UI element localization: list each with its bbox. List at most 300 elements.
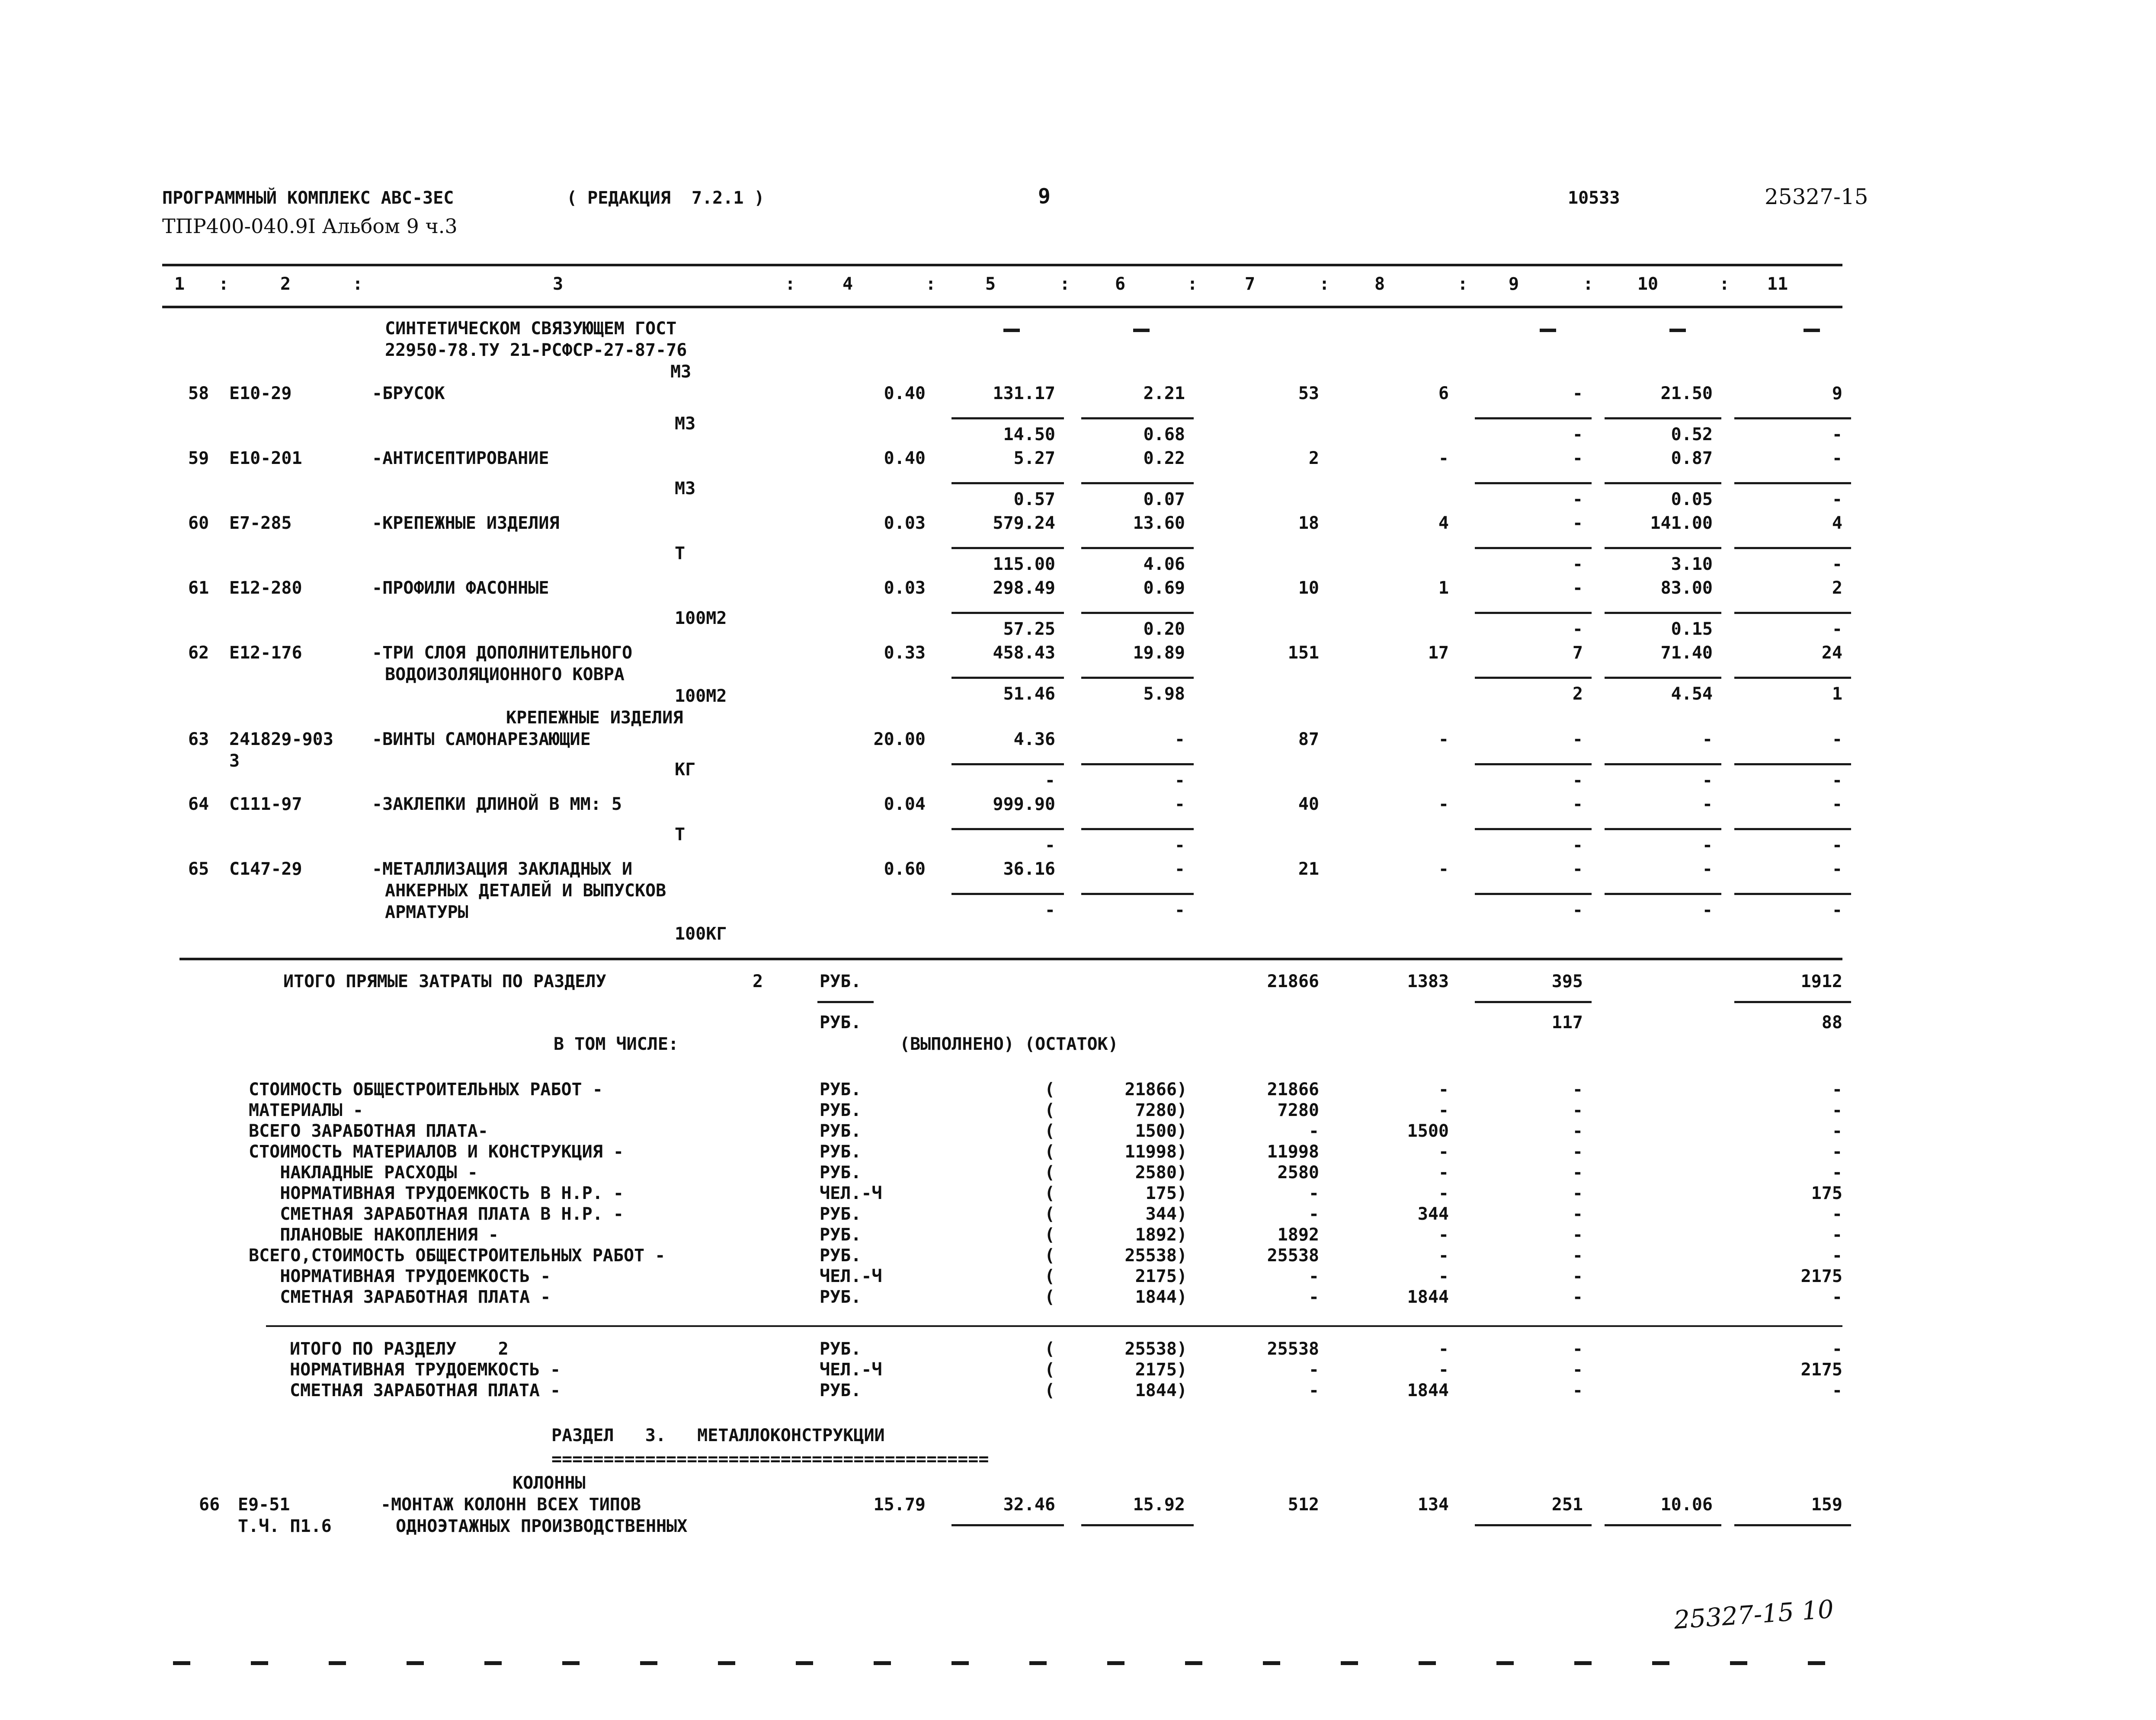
separator-col11 (1734, 828, 1851, 830)
summary-col11: - (1832, 1163, 1842, 1183)
row-col10: - (1702, 794, 1713, 814)
summary-col8: - (1438, 1225, 1449, 1245)
row-col9: - (1572, 794, 1583, 814)
summary-col9: - (1572, 1246, 1583, 1266)
row-quantity: 0.03 (884, 578, 926, 598)
summary-col9: - (1572, 1163, 1583, 1183)
summary-value-in-paren: 1892) (1135, 1225, 1187, 1245)
row-quantity: 0.40 (884, 384, 926, 403)
section-3-title: РАЗДЕЛ 3. МЕТАЛЛОКОНСТРУКЦИИ (551, 1426, 885, 1445)
perforation-dash (951, 1661, 969, 1665)
row-col11: - (1832, 859, 1842, 879)
section-3-underline: ========================================== (551, 1449, 989, 1469)
direct-costs-col11-secondary: 88 (1821, 1013, 1842, 1033)
row-col11: - (1832, 794, 1842, 814)
summary-value-in-paren: 175) (1145, 1183, 1187, 1203)
summary-value-in-paren: 25538) (1124, 1246, 1187, 1266)
row-col11: 9 (1832, 384, 1842, 403)
column-divider: : (1458, 274, 1468, 294)
row-col6: 2.21 (1143, 384, 1185, 403)
separator-col11 (1734, 893, 1851, 895)
section-total-value-in-paren: 1844) (1135, 1381, 1187, 1400)
separator-col5 (951, 1524, 1064, 1526)
row-col9: - (1572, 384, 1583, 403)
summary-unit: РУБ. (820, 1287, 862, 1307)
perforation-dash (1496, 1661, 1514, 1665)
column-header-5: 5 (985, 274, 996, 294)
perforation-dash (1263, 1661, 1280, 1665)
summary-col7: - (1308, 1266, 1319, 1286)
separator-col6 (1081, 828, 1194, 830)
row-code: Е10-29 (229, 384, 292, 403)
row-col6-secondary: 0.68 (1143, 425, 1185, 444)
summary-open-paren: ( (1044, 1246, 1055, 1266)
row-col7: 10 (1298, 578, 1319, 598)
summary-value-in-paren: 1500) (1135, 1121, 1187, 1141)
separator-col9 (1475, 1524, 1592, 1526)
separator-col5 (951, 677, 1064, 679)
column-divider: : (926, 274, 936, 294)
row-col5-secondary: 57.25 (1003, 619, 1055, 639)
separator-col5 (951, 893, 1064, 895)
row-col10: - (1702, 859, 1713, 879)
row-col7: 53 (1298, 384, 1319, 403)
section-total-unit: РУБ. (820, 1339, 862, 1359)
summary-col7: 7280 (1277, 1100, 1319, 1120)
separator-col11 (1734, 612, 1851, 614)
row-name: -БРУСОК (372, 384, 445, 403)
row-col7: 40 (1298, 794, 1319, 814)
row-number: 66 (199, 1495, 220, 1515)
direct-costs-label: ИТОГО ПРЯМЫЕ ЗАТРАТЫ ПО РАЗДЕЛУ (283, 972, 606, 991)
row-col8: 4 (1438, 513, 1449, 533)
summary-label: СМЕТНАЯ ЗАРАБОТНАЯ ПЛАТА В Н.Р. - (249, 1204, 624, 1224)
separator-rub (817, 1001, 874, 1003)
row-col10-secondary: 3.10 (1671, 554, 1713, 574)
summary-label: ВСЕГО,СТОИМОСТЬ ОБЩЕСТРОИТЕЛЬНЫХ РАБОТ - (249, 1246, 666, 1266)
column-divider: : (1319, 274, 1330, 294)
row-col11: - (1832, 448, 1842, 468)
row-col5: 4.36 (1013, 729, 1055, 749)
section-total-col7: - (1308, 1360, 1319, 1380)
perforation-dash (1419, 1661, 1436, 1665)
row-name: -АНТИСЕПТИРОВАНИЕ (372, 448, 549, 468)
row-col7: 2 (1308, 448, 1319, 468)
summary-col11: - (1832, 1142, 1842, 1162)
header-top-rule (162, 264, 1842, 266)
album-title: ТПР400-040.9I Альбом 9 ч.3 (162, 214, 458, 238)
row-col10-secondary: 0.52 (1671, 425, 1713, 444)
page-number: 9 (1038, 184, 1051, 208)
summary-unit: РУБ. (820, 1142, 862, 1162)
summary-label: ВСЕГО ЗАРАБОТНАЯ ПЛАТА- (249, 1121, 488, 1141)
separator-col5 (951, 828, 1064, 830)
summary-col7: 2580 (1277, 1163, 1319, 1183)
summary-open-paren: ( (1044, 1121, 1055, 1141)
continuation-line-2: 22950-78.ТУ 21-РСФСР-27-87-76 (385, 340, 687, 360)
row-col11-secondary: - (1832, 425, 1842, 444)
row-col5-secondary: - (1044, 900, 1055, 920)
row-quantity: 0.33 (884, 643, 926, 663)
row-col6: - (1174, 729, 1185, 749)
document-code: 10533 (1568, 188, 1620, 208)
row-col7: 21 (1298, 859, 1319, 879)
separator-col5 (951, 547, 1064, 549)
perforation-dash (562, 1661, 580, 1665)
summary-col9: - (1572, 1287, 1583, 1307)
row-name-continued: ОДНОЭТАЖНЫХ ПРОИЗВОДСТВЕННЫХ (396, 1516, 688, 1536)
row-col9-secondary: - (1572, 835, 1583, 855)
section-total-col7: - (1308, 1381, 1319, 1400)
perforation-dash (1652, 1661, 1669, 1665)
summary-col7: - (1308, 1204, 1319, 1224)
row-col10-secondary: 0.15 (1671, 619, 1713, 639)
row-unit: Т (675, 825, 686, 844)
row-col5-secondary: 0.57 (1013, 489, 1055, 509)
row-col9: - (1572, 729, 1583, 749)
separator-col10 (1605, 893, 1721, 895)
perforation-dash (1808, 1661, 1825, 1665)
summary-value-in-paren: 7280) (1135, 1100, 1187, 1120)
row-number: 61 (188, 578, 209, 598)
summary-col11: - (1832, 1080, 1842, 1100)
row-col9: - (1572, 578, 1583, 598)
separator-col11 (1734, 677, 1851, 679)
row-col10-secondary: 4.54 (1671, 684, 1713, 704)
separator-col6 (1081, 612, 1194, 614)
summary-col7: 11998 (1267, 1142, 1319, 1162)
perforation-dash (1029, 1661, 1047, 1665)
separator-col10 (1605, 482, 1721, 484)
section-total-col8: - (1438, 1339, 1449, 1359)
row-col9: 251 (1551, 1495, 1583, 1515)
separator-col11 (1734, 1524, 1851, 1526)
row-col11-secondary: - (1832, 554, 1842, 574)
row-col5: 999.90 (993, 794, 1055, 814)
dash-mark (1540, 329, 1556, 332)
row-col6: - (1174, 794, 1185, 814)
row-col7: 151 (1288, 643, 1319, 663)
separator-col6 (1081, 893, 1194, 895)
row-name: -МОНТАЖ КОЛОНН ВСЕХ ТИПОВ (381, 1495, 641, 1515)
summary-open-paren: ( (1044, 1225, 1055, 1245)
separator-col11 (1734, 763, 1851, 765)
column-header-6: 6 (1115, 274, 1126, 294)
separator-col10 (1605, 417, 1721, 419)
summary-open-paren: ( (1044, 1204, 1055, 1224)
perforation-dash (1107, 1661, 1124, 1665)
perforation-dash (173, 1661, 190, 1665)
row-col9: - (1572, 448, 1583, 468)
column-divider: : (352, 274, 363, 294)
column-divider: : (1583, 274, 1594, 294)
summary-value-in-paren: 2175) (1135, 1266, 1187, 1286)
row-number: 62 (188, 643, 209, 663)
row-name-continued-2: АРМАТУРЫ (385, 902, 468, 922)
row-number: 65 (188, 859, 209, 879)
summary-col8: 1500 (1407, 1121, 1449, 1141)
row-col9-secondary: 2 (1572, 684, 1583, 704)
separator-col10 (1605, 547, 1721, 549)
row-name: -ПРОФИЛИ ФАСОННЫЕ (372, 578, 549, 598)
summary-col8: - (1438, 1163, 1449, 1183)
row-col6-secondary: - (1174, 770, 1185, 790)
summary-value-in-paren: 11998) (1124, 1142, 1187, 1162)
separator-col10 (1605, 763, 1721, 765)
perforation-dash (796, 1661, 813, 1665)
row-col8: 17 (1428, 643, 1449, 663)
separator-col6 (1081, 1524, 1194, 1526)
summary-col8: 344 (1417, 1204, 1449, 1224)
perforation-dash (407, 1661, 424, 1665)
section-3-group: КОЛОННЫ (513, 1473, 586, 1493)
row-number: 63 (188, 729, 209, 749)
summary-col11: - (1832, 1204, 1842, 1224)
dash-mark (1804, 329, 1820, 332)
column-divider: : (1060, 274, 1070, 294)
row-col7: 512 (1288, 1495, 1319, 1515)
row-col5: 5.27 (1013, 448, 1055, 468)
row-quantity: 0.04 (884, 794, 926, 814)
summary-col7: 21866 (1267, 1080, 1319, 1100)
row-name-continued: ВОДОИЗОЛЯЦИОННОГО КОВРА (385, 665, 625, 684)
summary-value-in-paren: 1844) (1135, 1287, 1187, 1307)
row-code-continued: 3 (229, 751, 240, 771)
summary-col11: 175 (1811, 1183, 1842, 1203)
section-total-open-paren: ( (1044, 1339, 1055, 1359)
separator-col10 (1605, 1524, 1721, 1526)
row-col11-secondary: - (1832, 770, 1842, 790)
summary-col9: - (1572, 1204, 1583, 1224)
row-col8: 1 (1438, 578, 1449, 598)
row-col5: 458.43 (993, 643, 1055, 663)
summary-unit: ЧЕЛ.-Ч (820, 1183, 882, 1203)
summary-col8: - (1438, 1080, 1449, 1100)
row-col8: - (1438, 859, 1449, 879)
separator-col6 (1081, 677, 1194, 679)
separator-col6 (1081, 482, 1194, 484)
direct-costs-col9-secondary: 117 (1551, 1013, 1583, 1033)
separator-col9 (1475, 763, 1592, 765)
direct-costs-unit: РУБ. (820, 972, 862, 991)
row-number: 58 (188, 384, 209, 403)
row-col5: 131.17 (993, 384, 1055, 403)
column-header-3: 3 (552, 274, 564, 294)
row-col10-secondary: - (1702, 835, 1713, 855)
separator-col9 (1475, 1001, 1592, 1003)
summary-col9: - (1572, 1183, 1583, 1203)
row-quantity: 20.00 (873, 729, 926, 749)
row-col11: 4 (1832, 513, 1842, 533)
perforation-dash (329, 1661, 346, 1665)
section-total-col9: - (1572, 1339, 1583, 1359)
direct-costs-col9: 395 (1551, 972, 1583, 991)
row-col5: 36.16 (1003, 859, 1055, 879)
separator-col6 (1081, 417, 1194, 419)
summary-unit: РУБ. (820, 1204, 862, 1224)
summary-open-paren: ( (1044, 1080, 1055, 1100)
row-unit: 100КГ (675, 924, 727, 944)
row-code: Е7-285 (229, 513, 292, 533)
row-name: -ВИНТЫ САМОНАРЕЗАЮЩИЕ (372, 729, 591, 749)
summary-open-paren: ( (1044, 1266, 1055, 1286)
row-col10: 71.40 (1660, 643, 1713, 663)
separator-col11 (1734, 1001, 1851, 1003)
row-col11: 24 (1821, 643, 1842, 663)
totals-top-rule (179, 958, 1842, 960)
row-col7: 18 (1298, 513, 1319, 533)
row-col5-secondary: - (1044, 770, 1055, 790)
section-total-unit: ЧЕЛ.-Ч (820, 1360, 882, 1380)
summary-col8: - (1438, 1266, 1449, 1286)
separator-col10 (1605, 612, 1721, 614)
row-col11: - (1832, 729, 1842, 749)
summary-unit: РУБ. (820, 1121, 862, 1141)
row-col9-secondary: - (1572, 425, 1583, 444)
section-total-value-in-paren: 25538) (1124, 1339, 1187, 1359)
section-total-col8: 1844 (1407, 1381, 1449, 1400)
summary-col11: - (1832, 1121, 1842, 1141)
program-name: ПРОГРАММНЫЙ КОМПЛЕКС АВС-3ЕС (162, 188, 454, 208)
handwritten-sheet-number: 25327-15 10 (1673, 1594, 1835, 1635)
separator-col9 (1475, 482, 1592, 484)
row-name: -ТРИ СЛОЯ ДОПОЛНИТЕЛЬНОГО (372, 643, 633, 663)
direct-costs-unit-2: РУБ. (820, 1013, 862, 1033)
summary-col11: - (1832, 1246, 1842, 1266)
summary-label: СМЕТНАЯ ЗАРАБОТНАЯ ПЛАТА - (249, 1287, 551, 1307)
column-divider: : (785, 274, 796, 294)
column-header-9: 9 (1508, 274, 1519, 294)
row-col6: 0.22 (1143, 448, 1185, 468)
separator-col5 (951, 482, 1064, 484)
row-col10: 141.00 (1650, 513, 1713, 533)
direct-costs-section: 2 (753, 972, 763, 991)
dash-mark (1133, 329, 1150, 332)
continuation-line-1: СИНТЕТИЧЕСКОМ СВЯЗУЮЩЕМ ГОСТ (385, 319, 677, 339)
direct-costs-col8: 1383 (1407, 972, 1449, 991)
column-divider: : (218, 274, 229, 294)
row-col6: 15.92 (1133, 1495, 1185, 1515)
row-col9: - (1572, 513, 1583, 533)
row-unit: Т (675, 543, 686, 563)
summary-label: СТОИМОСТЬ ОБЩЕСТРОИТЕЛЬНЫХ РАБОТ - (249, 1080, 603, 1100)
row-col5-secondary: 115.00 (993, 554, 1055, 574)
separator-col11 (1734, 417, 1851, 419)
summary-open-paren: ( (1044, 1100, 1055, 1120)
row-col10: 83.00 (1660, 578, 1713, 598)
edition-label: ( РЕДАКЦИЯ 7.2.1 ) (567, 188, 765, 208)
row-col6: 0.69 (1143, 578, 1185, 598)
row-col8: - (1438, 448, 1449, 468)
row-code: С111-97 (229, 794, 302, 814)
row-col10-secondary: - (1702, 770, 1713, 790)
section-total-label: СМЕТНАЯ ЗАРАБОТНАЯ ПЛАТА - (290, 1381, 561, 1400)
summary-col9: - (1572, 1266, 1583, 1286)
row-name-continued: АНКЕРНЫХ ДЕТАЛЕЙ И ВЫПУСКОВ (385, 881, 666, 901)
row-unit: М3 (675, 479, 696, 499)
summary-col8: - (1438, 1142, 1449, 1162)
row-col11-secondary: - (1832, 835, 1842, 855)
row-code: Е10-201 (229, 448, 302, 468)
separator-col9 (1475, 547, 1592, 549)
summary-value-in-paren: 2580) (1135, 1163, 1187, 1183)
summary-col11: - (1832, 1225, 1842, 1245)
perforation-dash (874, 1661, 891, 1665)
row-col10: - (1702, 729, 1713, 749)
row-col8: - (1438, 729, 1449, 749)
row-col9-secondary: - (1572, 770, 1583, 790)
separator-col9 (1475, 612, 1592, 614)
summary-unit: РУБ. (820, 1163, 862, 1183)
summary-open-paren: ( (1044, 1163, 1055, 1183)
section-total-label: НОРМАТИВНАЯ ТРУДОЕМКОСТЬ - (290, 1360, 561, 1380)
row-code: Е9-51 (238, 1495, 290, 1515)
perforation-dash (1730, 1661, 1747, 1665)
row-unit: 100М2 (675, 608, 727, 628)
summary-col8: - (1438, 1246, 1449, 1266)
summary-col8: - (1438, 1183, 1449, 1203)
row-code: С147-29 (229, 859, 302, 879)
sheet-id: 25327-15 (1765, 184, 1868, 209)
column-header-2: 2 (280, 274, 291, 294)
summary-unit: РУБ. (820, 1246, 862, 1266)
summary-unit: РУБ. (820, 1100, 862, 1120)
dash-mark (1003, 329, 1020, 332)
row-name: -ЗАКЛЕПКИ ДЛИНОЙ В ММ: 5 (372, 794, 622, 814)
section-total-col11: 2175 (1800, 1360, 1842, 1380)
summary-open-paren: ( (1044, 1142, 1055, 1162)
direct-costs-col11: 1912 (1800, 972, 1842, 991)
summary-label: НОРМАТИВНАЯ ТРУДОЕМКОСТЬ В Н.Р. - (249, 1183, 624, 1203)
row-quantity: 15.79 (873, 1495, 926, 1515)
summary-label: СТОИМОСТЬ МАТЕРИАЛОВ И КОНСТРУКЦИЯ - (249, 1142, 624, 1162)
done-remaining-label: (ВЫПОЛНЕНО) (ОСТАТОК) (900, 1034, 1118, 1054)
separator-col6 (1081, 547, 1194, 549)
summary-value-in-paren: 21866) (1124, 1080, 1187, 1100)
summary-col11: - (1832, 1100, 1842, 1120)
perforation-dash (1185, 1661, 1202, 1665)
section-total-unit: РУБ. (820, 1381, 862, 1400)
row-col10-secondary: - (1702, 900, 1713, 920)
row-col11: 159 (1811, 1495, 1842, 1515)
row-col6-secondary: - (1174, 900, 1185, 920)
row-col7: 87 (1298, 729, 1319, 749)
summary-label: НАКЛАДНЫЕ РАСХОДЫ - (249, 1163, 478, 1183)
row-quantity: 0.03 (884, 513, 926, 533)
perforation-dash (1574, 1661, 1592, 1665)
row-col5: 298.49 (993, 578, 1055, 598)
perforation-dash (251, 1661, 268, 1665)
row-col10: 0.87 (1671, 448, 1713, 468)
row-col8: 6 (1438, 384, 1449, 403)
row-col6: 13.60 (1133, 513, 1185, 533)
row-name: -КРЕПЕЖНЫЕ ИЗДЕЛИЯ (372, 513, 560, 533)
row-col9: 7 (1572, 643, 1583, 663)
column-header-8: 8 (1374, 274, 1385, 294)
row-col6-secondary: - (1174, 835, 1185, 855)
row-col11-secondary: - (1832, 619, 1842, 639)
header-bottom-rule (162, 306, 1842, 308)
row-col6-secondary: 0.07 (1143, 489, 1185, 509)
summary-unit: РУБ. (820, 1080, 862, 1100)
row-col9-secondary: - (1572, 489, 1583, 509)
column-header-4: 4 (842, 274, 853, 294)
row-code: Е12-280 (229, 578, 302, 598)
summary-open-paren: ( (1044, 1183, 1055, 1203)
row-col5-secondary: 14.50 (1003, 425, 1055, 444)
continuation-unit: М3 (670, 362, 692, 382)
section-total-col9: - (1572, 1360, 1583, 1380)
